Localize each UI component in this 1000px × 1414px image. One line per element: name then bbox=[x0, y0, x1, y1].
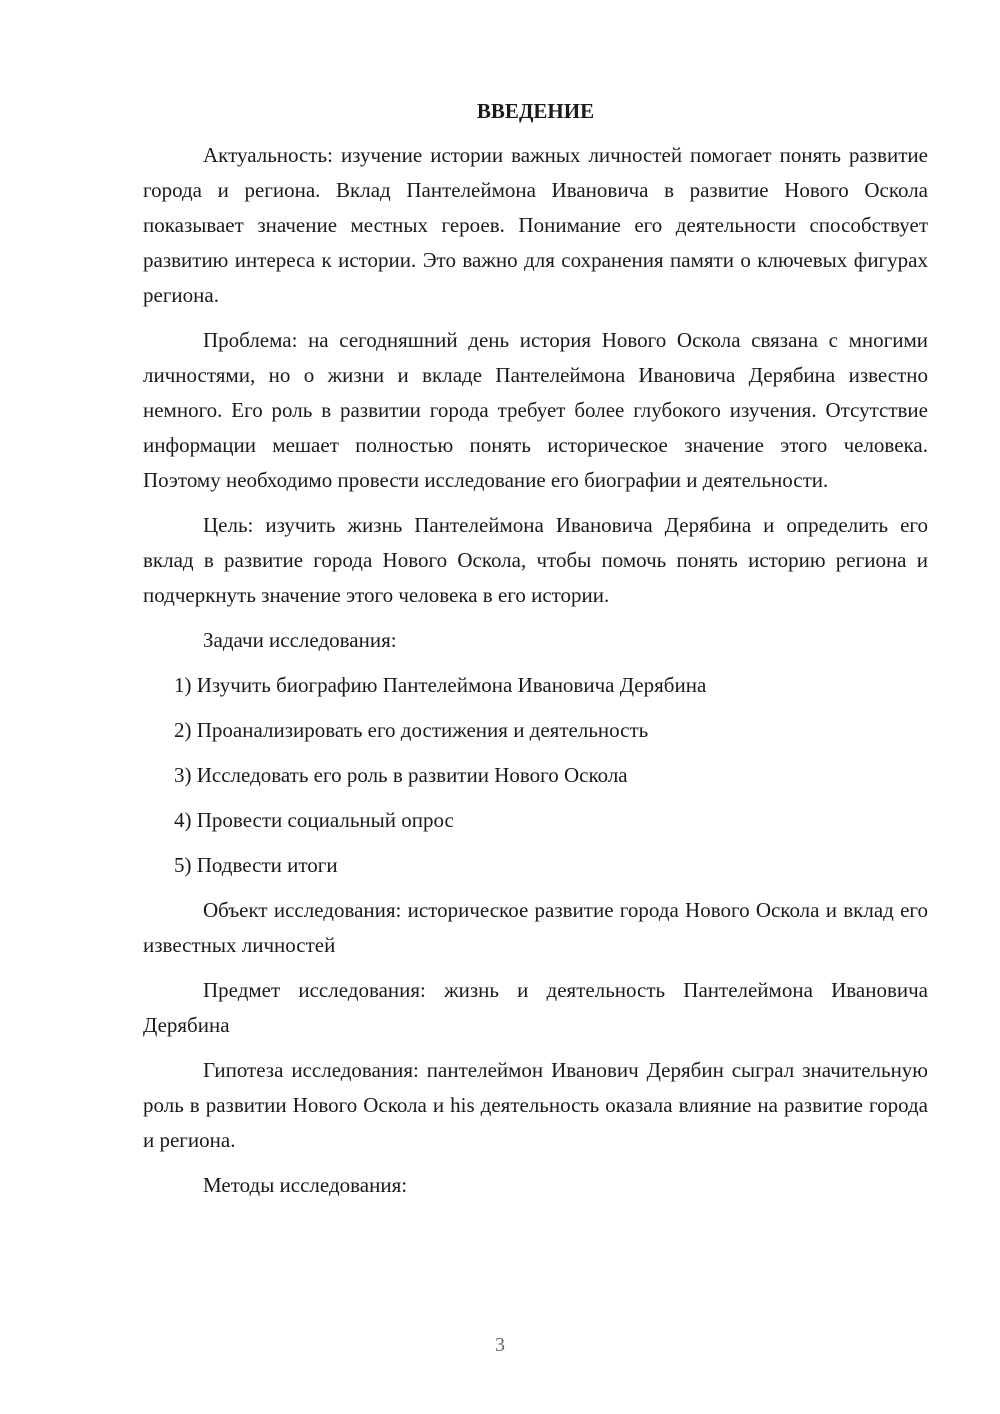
list-item: 5) Подвести итоги bbox=[174, 853, 338, 877]
tasks-list bbox=[143, 668, 928, 883]
paragraph-relevance: Актуальность: изучение истории важных личностей помогает понять развитие города и региона. Вклад Пантелеймона Ивановича в развитие Нового Оскола показывает значение местных героев. Понимание его деятельности способствует развитию интереса к истории. Это важно для сохранения памяти о ключевых фигурах региона. bbox=[143, 143, 928, 307]
paragraph-subject: Предмет исследования: жизнь и деятельность Пантелеймона Ивановича Дерябина bbox=[143, 978, 928, 1037]
list-item: 1) Изучить биографию Пантелеймона Ивановича Дерябина bbox=[174, 673, 707, 697]
paragraph-goal: Цель: изучить жизнь Пантелеймона Ивановича Дерябина и определить его вклад в развитие города Нового Оскола, чтобы помочь понять историю региона и подчеркнуть значение этого человека в его истории. bbox=[143, 513, 928, 607]
paragraph-problem: Проблема: на сегодняшний день история Нового Оскола связана с многими личностями, но о жизни и вкладе Пантелеймона Ивановича Дерябина известно немного. Его роль в развитии города требует более глубокого изучения. Отсутствие информации мешает полностью понять историческое значение этого человека. Поэтому необходимо провести исследование его биографии и деятельности. bbox=[143, 328, 928, 492]
tasks-heading: Задачи исследования: bbox=[203, 628, 397, 652]
list-item: 3) Исследовать его роль в развитии Нового Оскола bbox=[174, 763, 628, 787]
list-item: 4) Провести социальный опрос bbox=[174, 808, 454, 832]
document-page bbox=[143, 96, 928, 1213]
paragraph-object: Объект исследования: историческое развитие города Нового Оскола и вклад его известных личностей bbox=[143, 898, 928, 957]
section-title: ВВЕДЕНИЕ bbox=[476, 99, 595, 123]
list-item: 2) Проанализировать его достижения и деятельность bbox=[174, 718, 649, 742]
paragraph-hypothesis: Гипотеза исследования: пантелеймон Иванович Дерябин сыграл значительную роль в развитии Нового Оскола и his деятельность оказала влияние на развитие города и региона. bbox=[143, 1058, 928, 1152]
paragraph-methods: Методы исследования: bbox=[203, 1173, 408, 1197]
page-number: 3 bbox=[495, 1334, 505, 1356]
